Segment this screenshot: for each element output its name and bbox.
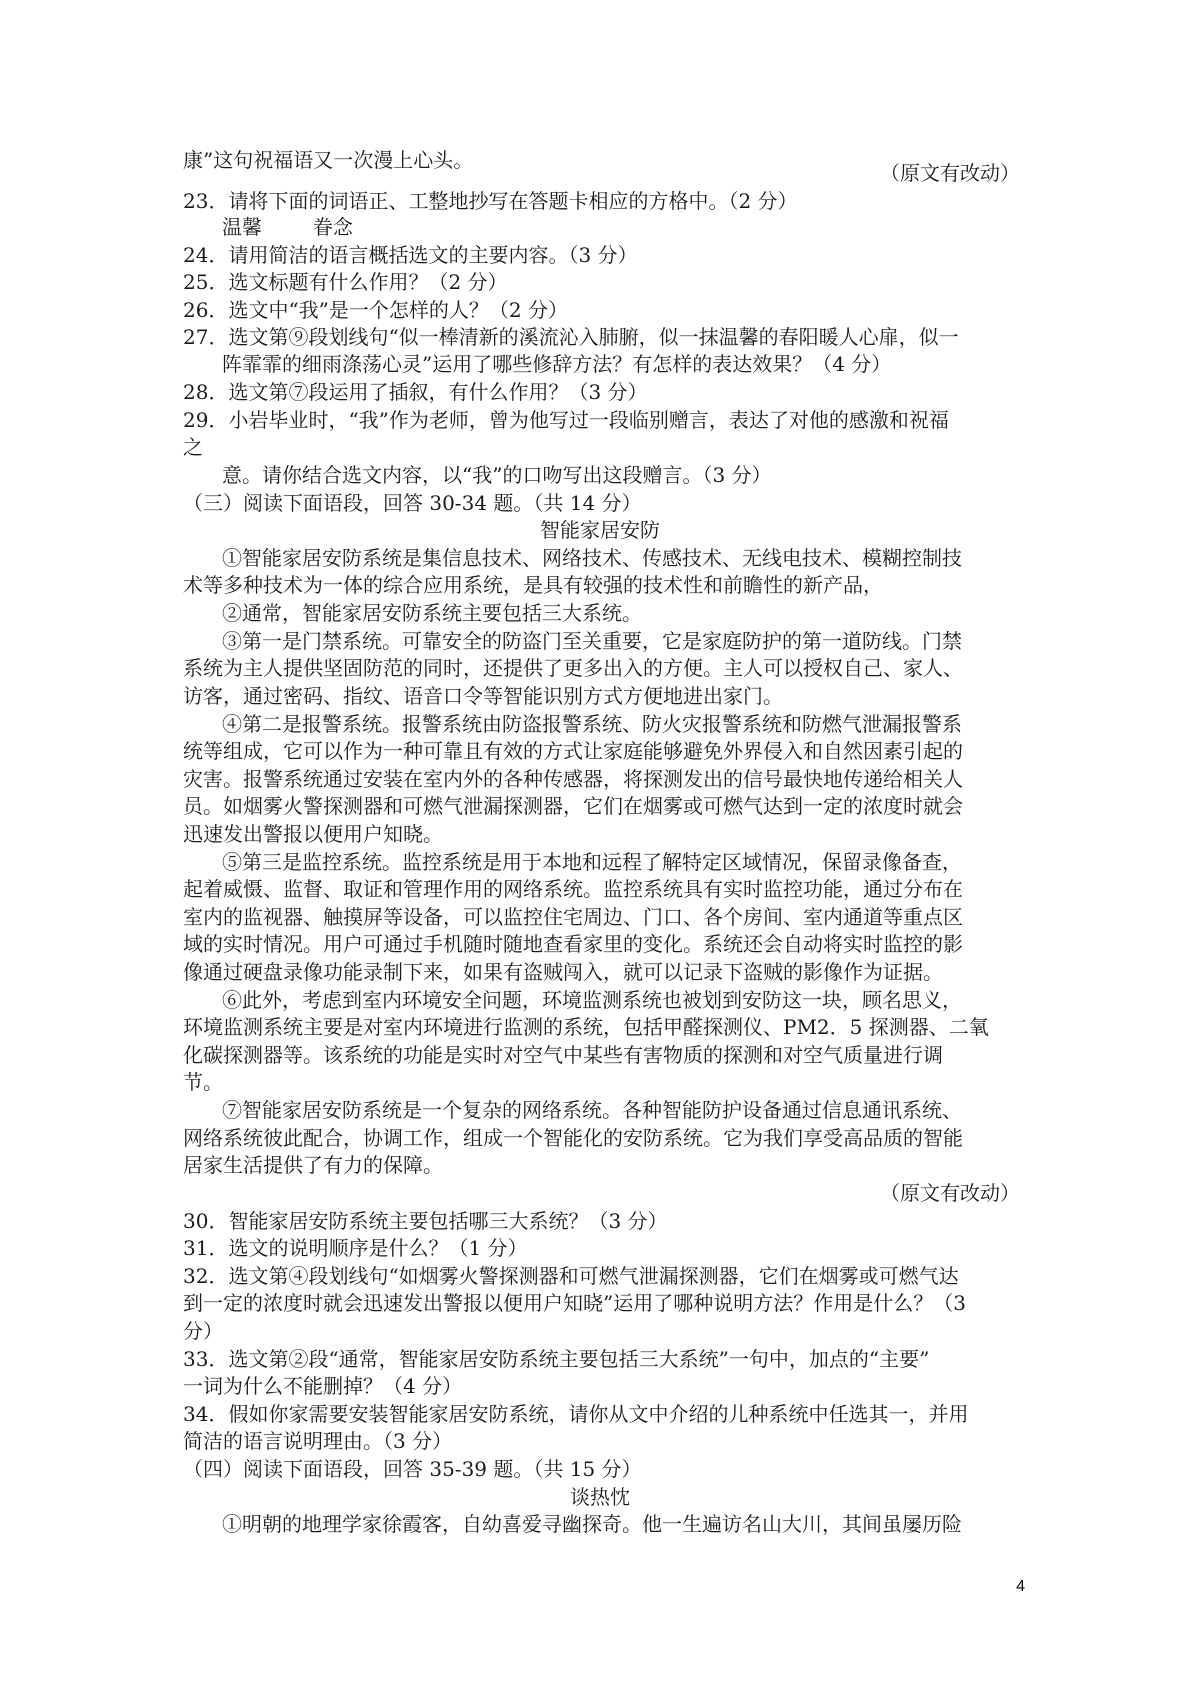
article-title: 谈热忱 bbox=[570, 1485, 630, 1509]
paragraph-line: 系统为主人提供坚固防范的同时，还提供了更多出入的方便。主人可以授权自己、家人、 bbox=[183, 656, 963, 680]
question-33-cont: 一词为什么不能删掉？（4 分） bbox=[183, 1374, 463, 1398]
question-31: 31．选文的说明顺序是什么？（1 分） bbox=[183, 1236, 528, 1260]
copy-words: 温馨 眷念 bbox=[222, 215, 353, 239]
paragraph-line: 访客，通过密码、指纹、语音口令等智能识别方式方便地进出家门。 bbox=[183, 684, 783, 708]
paragraph-line: 网络系统彼此配合，协调工作，组成一个智能化的安防系统。它为我们享受高品质的智能 bbox=[183, 1126, 963, 1150]
question-34: 34．假如你家需要安装智能家居安防系统，请你从文中介绍的儿种系统中任选其一，并用 bbox=[183, 1402, 969, 1426]
question-32: 32．选文第④段划线句“如烟雾火警探测器和可燃气泄漏探测器，它们在烟雾或可燃气达 bbox=[183, 1264, 959, 1288]
question-34-cont: 简洁的语言说明理由。（3 分） bbox=[183, 1429, 453, 1453]
paragraph-line: ②通常，智能家居安防系统主要包括三大系统。 bbox=[222, 601, 642, 625]
paragraph-line: ④第二是报警系统。报警系统由防盗报警系统、防火灾报警系统和防燃气泄漏报警系 bbox=[222, 712, 962, 736]
question-24: 24．请用简洁的语言概括选文的主要内容。（3 分） bbox=[183, 243, 638, 267]
paragraph-line: 环境监测系统主要是对室内环境进行监测的系统，包括甲醛探测仪、PM2．5 探测器、二氧 bbox=[183, 1015, 989, 1039]
paragraph-line: 化碳探测器等。该系统的功能是实时对空气中某些有害物质的探测和对空气质量进行调 bbox=[183, 1043, 943, 1067]
paragraph-line: 灾害。报警系统通过安装在室内外的各种传感器，将探测发出的信号最快地传递给相关人 bbox=[183, 767, 963, 791]
paragraph-line: 迅速发出警报以便用户知晓。 bbox=[183, 822, 443, 846]
question-29-cont: 意。请你结合选文内容，以“我”的口吻写出这段赠言。（3 分） bbox=[222, 463, 772, 487]
paragraph-line: 像通过硬盘录像功能录制下来，如果有盗贼闯入，就可以记录下盗贼的影像作为证据。 bbox=[183, 960, 943, 984]
question-29-cont: 之 bbox=[183, 435, 203, 459]
paragraph-line: 统等组成，它可以作为一种可靠且有效的方式让家庭能够避免外界侵入和自然因素引起的 bbox=[183, 739, 963, 763]
question-33: 33．选文第②段“通常，智能家居安防系统主要包括三大系统”一句中，加点的“主要” bbox=[183, 1347, 930, 1371]
question-32-cont: 分） bbox=[183, 1319, 223, 1343]
section-4-heading: （四）阅读下面语段，回答 35-39 题。（共 15 分） bbox=[183, 1457, 642, 1481]
source-note: （原文有改动） bbox=[880, 1181, 1020, 1205]
paragraph-line: ⑤第三是监控系统。监控系统是用于本地和远程了解特定区域情况，保留录像备查， bbox=[222, 850, 962, 874]
paragraph-line: 域的实时情况。用户可通过手机随时随地查看家里的变化。系统还会自动将实时监控的影 bbox=[183, 932, 963, 956]
section-3-heading: （三）阅读下面语段，回答 30-34 题。（共 14 分） bbox=[183, 491, 642, 515]
paragraph-line: 节。 bbox=[183, 1070, 223, 1094]
source-note: （原文有改动） bbox=[880, 161, 1020, 185]
paragraph-line: ③第一是门禁系统。可靠安全的防盗门至关重要，它是家庭防护的第一道防线。门禁 bbox=[222, 629, 962, 653]
question-28: 28．选文第⑦段运用了插叙，有什么作用？（3 分） bbox=[183, 380, 648, 404]
paragraph-line: 居家生活提供了有力的保障。 bbox=[183, 1153, 443, 1177]
paragraph-line: 术等多种技术为一体的综合应用系统，是具有较强的技术性和前瞻性的新产品， bbox=[183, 573, 883, 597]
text-line: 康”这句祝福语又一次漫上心头。 bbox=[183, 148, 474, 172]
paragraph-line: ①明朝的地理学家徐霞客，自幼喜爱寻幽探奇。他一生遍访名山大川，其间虽屡历险 bbox=[222, 1512, 962, 1536]
question-30: 30．智能家居安防系统主要包括哪三大系统？（3 分） bbox=[183, 1209, 668, 1233]
question-27: 27．选文第⑨段划线句“似一棒清新的溪流沁入肺腑，似一抹温馨的春阳暖人心扉，似一 bbox=[183, 325, 959, 349]
page-number: 4 bbox=[1016, 1578, 1025, 1595]
question-26: 26．选文中“我”是一个怎样的人？（2 分） bbox=[183, 298, 568, 322]
question-25: 25．选文标题有什么作用？（2 分） bbox=[183, 270, 508, 294]
question-29: 29．小岩毕业时，“我”作为老师，曾为他写过一段临别赠言，表达了对他的感激和祝福 bbox=[183, 408, 949, 432]
question-32-cont: 到一定的浓度时就会迅速发出警报以便用户知晓”运用了哪种说明方法？作用是什么？（3 bbox=[183, 1291, 966, 1315]
paragraph-line: ⑦智能家居安防系统是一个复杂的网络系统。各种智能防护设备通过信息通讯系统、 bbox=[222, 1098, 962, 1122]
paragraph-line: ⑥此外，考虑到室内环境安全问题，环境监测系统也被划到安防这一块，顾名思义， bbox=[222, 988, 962, 1012]
article-title: 智能家居安防 bbox=[540, 518, 660, 542]
paragraph-line: 起着威慑、监督、取证和管理作用的网络系统。监控系统具有实时监控功能，通过分布在 bbox=[183, 877, 963, 901]
question-27-cont: 阵霏霏的细雨涤荡心灵”运用了哪些修辞方法？有怎样的表达效果？（4 分） bbox=[222, 352, 892, 376]
paragraph-line: 员。如烟雾火警探测器和可燃气泄漏探测器，它们在烟雾或可燃气达到一定的浓度时就会 bbox=[183, 794, 963, 818]
question-23: 23．请将下面的词语正、工整地抄写在答题卡相应的方格中。（2 分） bbox=[183, 189, 798, 213]
paragraph-line: 室内的监视器、触摸屏等设备，可以监控住宅周边、门口、各个房间、室内通道等重点区 bbox=[183, 905, 963, 929]
paragraph-line: ①智能家居安防系统是集信息技术、网络技术、传感技术、无线电技术、模糊控制技 bbox=[222, 546, 962, 570]
